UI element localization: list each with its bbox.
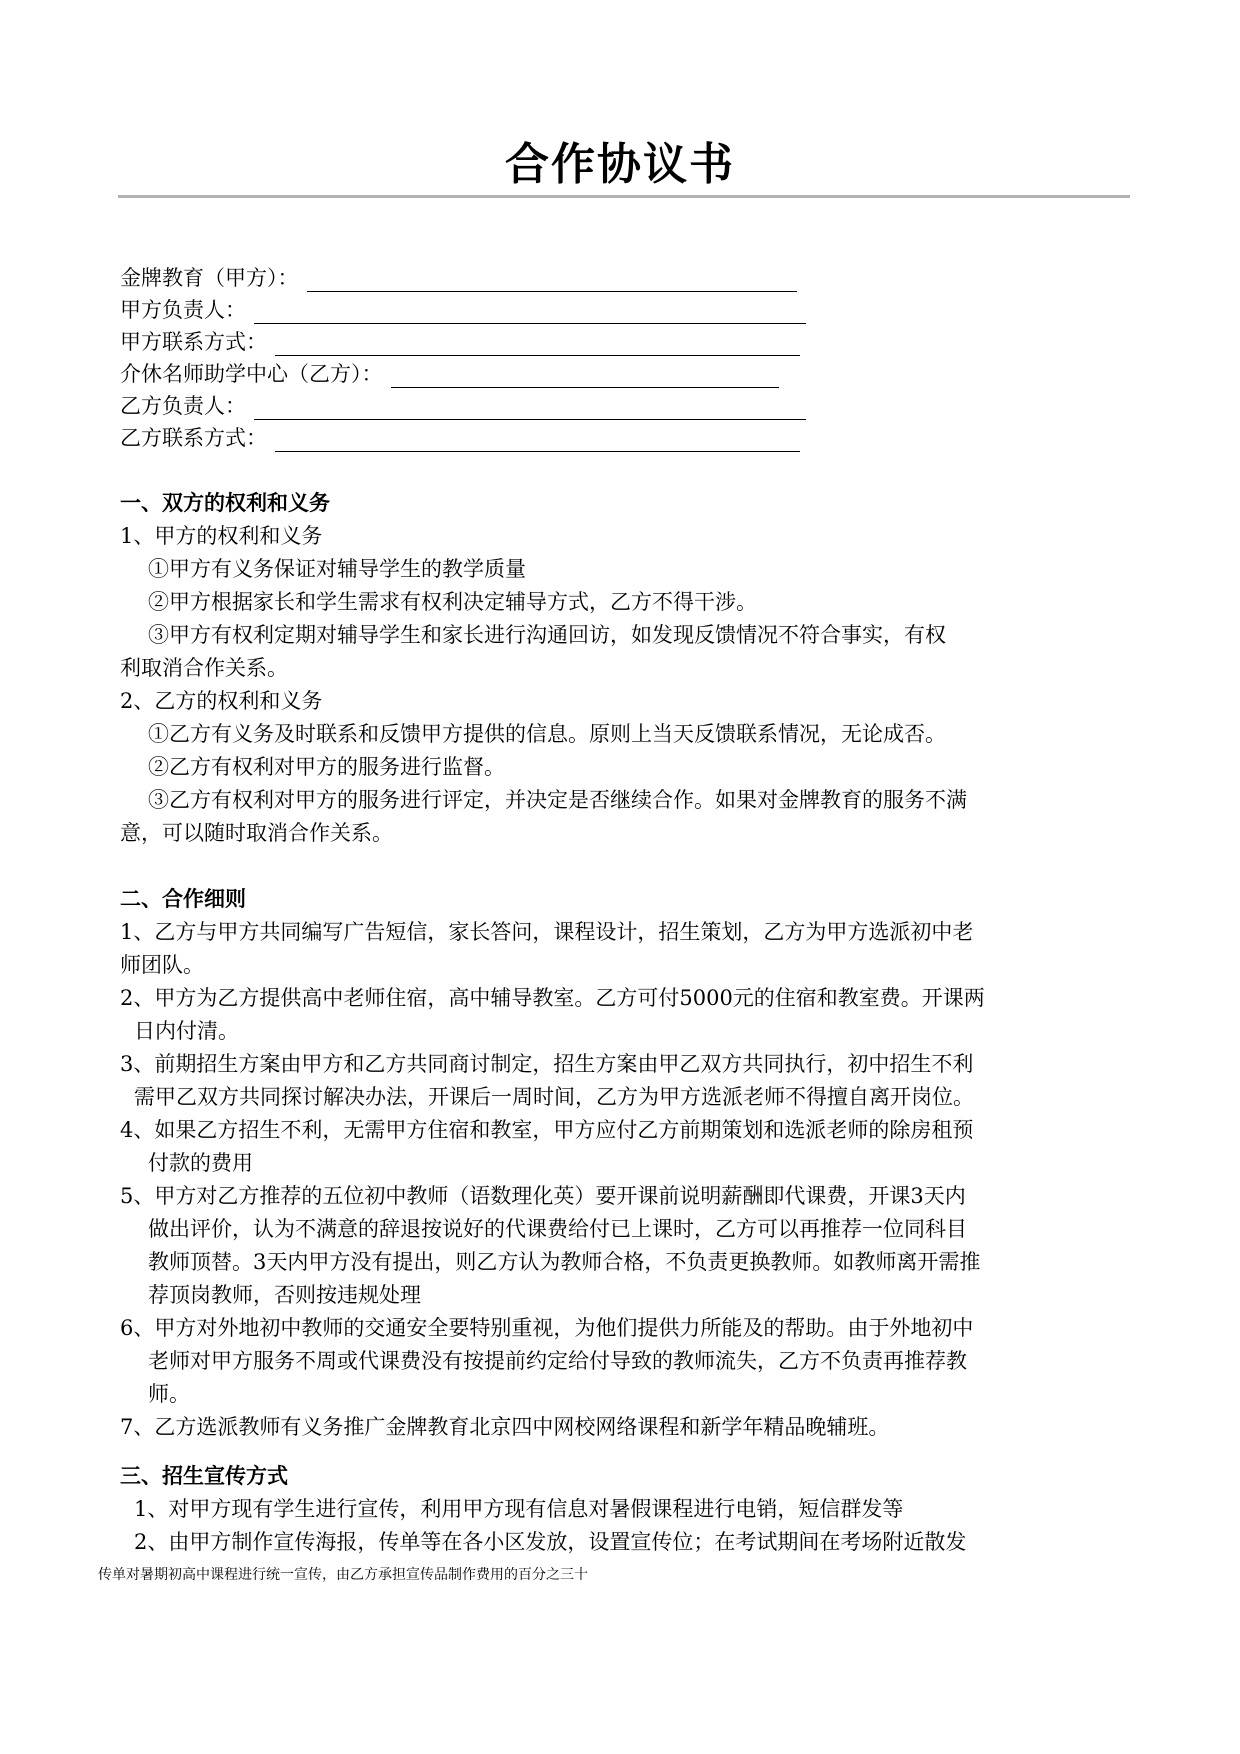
clause-item-continued: 利取消合作关系。 — [120, 656, 288, 680]
clause-item-continued: 教师顶替。3天内甲方没有提出，则乙方认为教师合格，不负责更换教师。如教师离开需推 — [148, 1250, 981, 1274]
clause-item-continued: 意，可以随时取消合作关系。 — [120, 821, 393, 845]
clause-item: ②甲方根据家长和学生需求有权利决定辅导方式，乙方不得干涉。 — [148, 590, 757, 614]
party-b-name-field — [120, 356, 880, 388]
section-heading: 一、双方的权利和义务 — [120, 491, 330, 515]
clause-item: ①乙方有义务及时联系和反馈甲方提供的信息。原则上当天反馈联系情况，无论成否。 — [148, 722, 946, 746]
clause-item-continued: 荐顶岗教师，否则按违规处理 — [148, 1283, 421, 1307]
field-label: 乙方负责人： — [120, 394, 246, 418]
section-rights-obligations — [120, 487, 1130, 850]
clause-item: 2、甲方为乙方提供高中老师住宿，高中辅导教室。乙方可付5000元的住宿和教室费。开课两 — [120, 986, 985, 1010]
clause-item: 1、对甲方现有学生进行宣传，利用甲方现有信息对暑假课程进行电销，短信群发等 — [134, 1497, 904, 1521]
party-a-name-field — [120, 260, 880, 292]
field-label: 金牌教育（甲方）： — [120, 266, 299, 290]
party-a-contact-field — [120, 324, 880, 356]
clause-item: 1、乙方与甲方共同编写广告短信，家长答问，课程设计，招生策划，乙方为甲方选派初中老 — [120, 920, 974, 944]
clause-item: 2、由甲方制作宣传海报，传单等在各小区发放，设置宣传位；在考试期间在考场附近散发 — [134, 1530, 967, 1554]
document-title: 合作协议书 — [505, 139, 735, 190]
party-b-contact-field — [120, 420, 880, 452]
clause-item: ③乙方有权利对甲方的服务进行评定，并决定是否继续合作。如果对金牌教育的服务不满 — [148, 788, 967, 812]
clause-item: ①甲方有义务保证对辅导学生的教学质量 — [148, 557, 526, 581]
title-divider — [118, 195, 1130, 198]
party-a-manager-blank[interactable] — [254, 301, 806, 324]
clause-item: 4、如果乙方招生不利，无需甲方住宿和教室，甲方应付乙方前期策划和选派老师的除房租预 — [120, 1118, 974, 1142]
section-cooperation-details — [120, 883, 1130, 1444]
party-a-manager-field — [120, 292, 880, 324]
party-b-name-blank[interactable] — [391, 365, 779, 388]
section-heading: 二、合作细则 — [120, 887, 246, 911]
clause-item: 3、前期招生方案由甲方和乙方共同商讨制定，招生方案由甲乙双方共同执行，初中招生不利 — [120, 1052, 974, 1076]
field-label: 甲方负责人： — [120, 298, 246, 322]
party-info-fields — [120, 260, 880, 452]
party-b-manager-field — [120, 388, 880, 420]
subsection-heading: 2、乙方的权利和义务 — [120, 689, 323, 713]
clause-item-continued: 做出评价，认为不满意的辞退按说好的代课费给付已上课时，乙方可以再推荐一位同科目 — [148, 1217, 967, 1241]
clause-item-continued: 师。 — [148, 1382, 190, 1406]
party-b-contact-blank[interactable] — [275, 429, 800, 452]
party-b-manager-blank[interactable] — [254, 397, 806, 420]
section-heading: 三、招生宣传方式 — [120, 1464, 288, 1488]
party-a-contact-blank[interactable] — [275, 333, 800, 356]
clause-item-continued: 老师对甲方服务不周或代课费没有按提前约定给付导致的教师流失，乙方不负责再推荐教 — [148, 1349, 967, 1373]
clause-item-continued: 师团队。 — [120, 953, 204, 977]
field-label: 介休名师助学中心（乙方）： — [120, 362, 383, 386]
clause-item: 5、甲方对乙方推荐的五位初中教师（语数理化英）要开课前说明薪酬即代课费，开课3天内 — [120, 1184, 966, 1208]
clause-item: 6、甲方对外地初中教师的交通安全要特别重视，为他们提供力所能及的帮助。由于外地初中 — [120, 1316, 974, 1340]
clause-item-continued: 传单对暑期初高中课程进行统一宣传，由乙方承担宣传品制作费用的百分之三十 — [98, 1567, 588, 1583]
section-recruitment-promotion — [98, 1460, 1130, 1592]
party-a-name-blank[interactable] — [307, 269, 797, 292]
clause-item-continued: 需甲乙双方共同探讨解决办法，开课后一周时间，乙方为甲方选派老师不得擅自离开岗位。 — [134, 1085, 974, 1109]
clause-item: ②乙方有权利对甲方的服务进行监督。 — [148, 755, 505, 779]
clause-item-continued: 付款的费用 — [148, 1151, 253, 1175]
clause-item: 7、乙方选派教师有义务推广金牌教育北京四中网校网络课程和新学年精品晚辅班。 — [120, 1415, 890, 1439]
clause-item-continued: 日内付清。 — [134, 1019, 239, 1043]
field-label: 乙方联系方式： — [120, 426, 267, 450]
subsection-heading: 1、甲方的权利和义务 — [120, 524, 323, 548]
clause-item: ③甲方有权利定期对辅导学生和家长进行沟通回访，如发现反馈情况不符合事实，有权 — [148, 623, 946, 647]
field-label: 甲方联系方式： — [120, 330, 267, 354]
